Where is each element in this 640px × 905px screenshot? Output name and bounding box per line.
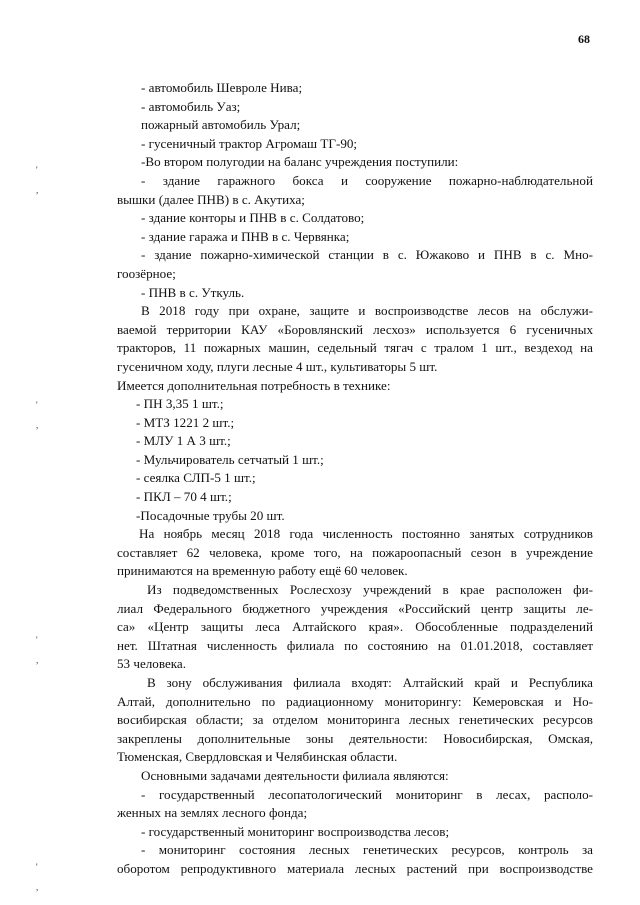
text-line: В зону обслуживания филиала входят: Алтайский край и Республика xyxy=(147,675,593,690)
text-line: -Посадочные трубы 20 шт. xyxy=(136,507,285,523)
text-line: Тюменская, Свердловская и Челябинская области. xyxy=(117,749,398,765)
text-line: - государственный лесопатологический мониторинг в лесах, располо- xyxy=(141,786,593,802)
text-line: Из подведомственных Рослесхозу учреждений в крае расположен фи- xyxy=(147,582,593,598)
text-line: - мониторинг состояния лесных генетических ресурсов, контроль за xyxy=(141,842,593,858)
text-line: гоозёрное; xyxy=(117,265,176,281)
scan-margin-mark: , xyxy=(36,655,39,665)
text-line: - МЛУ 1 А 3 шт.; xyxy=(136,433,231,449)
text-line: - автомобиль Уаз; xyxy=(141,98,241,114)
scan-margin-mark: ' xyxy=(36,862,38,872)
text-line: пожарный автомобиль Урал; xyxy=(141,117,301,133)
text-line: - здание пожарно-химической станции в с. Южаково и ПНВ в с. Мно- xyxy=(141,247,593,263)
text-line: - гусеничный трактор Агромаш ТГ-90; xyxy=(141,135,358,151)
text-line: составляет 62 человека, кроме того, на пожароопасный сезон в учреждение xyxy=(117,544,593,560)
document-body xyxy=(117,79,593,879)
text-line: - МТЗ 1221 2 шт.; xyxy=(136,414,235,430)
text-line: - Мульчирователь сетчатый 1 шт.; xyxy=(136,451,324,467)
text-line: закреплены дополнительные зоны деятельности: Новосибирская, Омская, xyxy=(117,730,593,746)
text-line: вышки (далее ПНВ) в с. Акутиха; xyxy=(117,191,305,207)
text-line: - ПКЛ – 70 4 шт.; xyxy=(136,489,232,505)
text-line: - здание гаража и ПНВ в с. Червянка; xyxy=(141,228,350,244)
text-line: - автомобиль Шевроле Нива; xyxy=(141,80,303,95)
scan-margin-mark: ' xyxy=(36,400,38,410)
text-line: - здание конторы и ПНВ в с. Солдатово; xyxy=(141,210,365,226)
text-line: Основными задачами деятельности филиала являются: xyxy=(141,767,449,783)
text-line: 53 человека. xyxy=(117,656,187,672)
text-line: Алтай, дополнительно по радиационному мониторингу: Кемеровская и Но- xyxy=(117,693,593,709)
text-line: Имеется дополнительная потребность в технике: xyxy=(117,377,391,393)
scan-margin-mark: , xyxy=(36,185,39,195)
text-line: тракторов, 11 пожарных машин, седельный тягач с тралом 1 шт., вездеход на xyxy=(117,340,593,356)
text-line: В 2018 году при охране, защите и воспроизводстве лесов на обслужи- xyxy=(141,303,593,319)
text-line: ваемой территории КАУ «Боровлянский лесхоз» используется 6 гусеничных xyxy=(117,321,593,337)
text-line: На ноябрь месяц 2018 года численность постоянно занятых сотрудников xyxy=(139,526,593,542)
text-line: гусеничном ходу, плуги лесные 4 шт., культиваторы 5 шт. xyxy=(117,358,438,374)
text-line: са» «Центр защиты леса Алтайского края». Обособленные подразделений xyxy=(117,619,593,635)
text-line: - ПНВ в с. Уткуль. xyxy=(141,284,245,300)
scan-margin-mark: ' xyxy=(36,635,38,645)
text-line: - сеялка СЛП-5 1 шт.; xyxy=(136,470,256,486)
text-line: - государственный мониторинг воспроизводства лесов; xyxy=(141,823,450,839)
text-line: женных на землях лесного фонда; xyxy=(117,805,308,821)
page-number: 68 xyxy=(578,32,590,46)
text-line: лиал Федерального бюджетного учреждения «Российский центр защиты ле- xyxy=(117,600,593,616)
text-line: принимаются на временную работу ещё 60 человек. xyxy=(117,563,408,579)
scan-margin-mark: , xyxy=(36,420,39,430)
text-line: восибирская области; за отделом мониторинга лесных генетических ресурсов xyxy=(117,712,593,728)
scan-margin-mark: , xyxy=(36,882,39,892)
text-line: - здание гаражного бокса и сооружение пожарно-наблюдательной xyxy=(141,172,593,188)
text-line: нет. Штатная численность филиала по состоянию на 01.01.2018, составляет xyxy=(117,637,593,653)
text-line: оборотом репродуктивного материала лесных растений при воспроизводстве xyxy=(117,860,593,876)
text-line: -Во втором полугодии на баланс учреждения поступили: xyxy=(141,154,459,170)
text-line: - ПН 3,35 1 шт.; xyxy=(136,396,224,412)
scan-margin-mark: ' xyxy=(36,165,38,175)
